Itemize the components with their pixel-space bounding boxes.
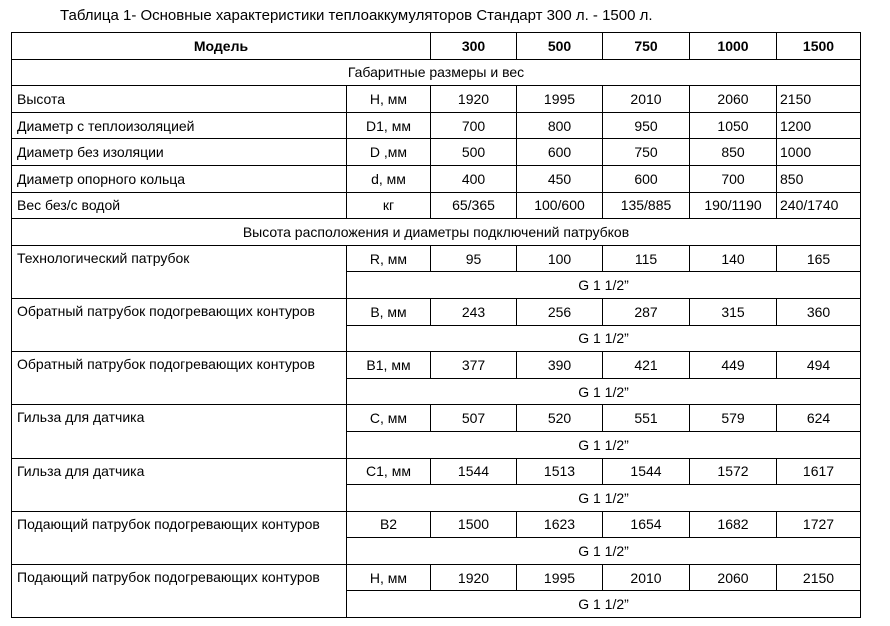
row-value: 2010 <box>603 86 690 113</box>
connection-rows <box>12 245 861 617</box>
row-value: 400 <box>431 165 517 192</box>
row-value: 421 <box>603 352 690 379</box>
row-value: 140 <box>690 245 777 272</box>
row-value: 95 <box>431 245 517 272</box>
row-unit: D1, мм <box>347 112 431 139</box>
row-value: 115 <box>603 245 690 272</box>
row-value: 1920 <box>431 86 517 113</box>
dimension-rows <box>12 86 861 219</box>
row-name: Диаметр с теплоизоляцией <box>12 112 347 139</box>
table-row <box>12 139 861 166</box>
header-size: 1500 <box>777 33 861 60</box>
row-name: Диаметр без изоляции <box>12 139 347 166</box>
row-value: 1995 <box>517 86 603 113</box>
row-value: 1544 <box>431 458 517 485</box>
row-value: 1544 <box>603 458 690 485</box>
row-value: 850 <box>777 165 861 192</box>
table-row <box>12 245 861 272</box>
row-value: 360 <box>777 298 861 325</box>
row-value: 377 <box>431 352 517 379</box>
row-value: 1000 <box>777 139 861 166</box>
row-value: 1513 <box>517 458 603 485</box>
row-value: 1995 <box>517 564 603 591</box>
row-value: 507 <box>431 405 517 432</box>
row-unit: B, мм <box>347 298 431 325</box>
header-size: 300 <box>431 33 517 60</box>
row-value: 1920 <box>431 564 517 591</box>
row-value: 1623 <box>517 511 603 538</box>
row-value: 1572 <box>690 458 777 485</box>
row-value: 520 <box>517 405 603 432</box>
table-row <box>12 112 861 139</box>
row-value: 950 <box>603 112 690 139</box>
row-value: 2010 <box>603 564 690 591</box>
row-value: 494 <box>777 352 861 379</box>
row-value: 1200 <box>777 112 861 139</box>
row-value: 500 <box>431 139 517 166</box>
row-unit: кг <box>347 192 431 219</box>
table-row <box>12 511 861 538</box>
header-size: 750 <box>603 33 690 60</box>
row-name: Подающий патрубок подогревающих контуров <box>12 511 347 564</box>
header-row <box>12 33 861 60</box>
table-row <box>12 458 861 485</box>
table-row <box>12 564 861 591</box>
table-row <box>12 298 861 325</box>
row-name: Технологический патрубок <box>12 245 347 298</box>
header-size: 500 <box>517 33 603 60</box>
section-dimensions: Габаритные размеры и вес <box>12 59 861 86</box>
table-row <box>12 165 861 192</box>
row-value: 256 <box>517 298 603 325</box>
row-name: Гильза для датчика <box>12 458 347 511</box>
row-value: 2150 <box>777 86 861 113</box>
row-name: Диаметр опорного кольца <box>12 165 347 192</box>
row-value: 135/885 <box>603 192 690 219</box>
section-row <box>12 219 861 246</box>
section-connections: Высота расположения и диаметры подключений патрубков <box>12 219 861 246</box>
section-row <box>12 59 861 86</box>
row-value: 1050 <box>690 112 777 139</box>
header-size: 1000 <box>690 33 777 60</box>
row-value: 1500 <box>431 511 517 538</box>
row-value: 243 <box>431 298 517 325</box>
row-name: Вес без/с водой <box>12 192 347 219</box>
table-row <box>12 405 861 432</box>
row-value: 1617 <box>777 458 861 485</box>
row-value: 450 <box>517 165 603 192</box>
table-caption: Таблица 1- Основные характеристики теплоаккумуляторов Стандарт 300 л. - 1500 л. <box>60 7 653 24</box>
row-thread: G 1 1/2” <box>347 431 861 458</box>
row-name: Обратный патрубок подогревающих контуров <box>12 298 347 351</box>
table-row <box>12 192 861 219</box>
row-value: 315 <box>690 298 777 325</box>
row-thread: G 1 1/2” <box>347 485 861 512</box>
row-thread: G 1 1/2” <box>347 272 861 299</box>
row-unit: C1, мм <box>347 458 431 485</box>
row-name: Гильза для датчика <box>12 405 347 458</box>
row-value: 600 <box>517 139 603 166</box>
table-row <box>12 86 861 113</box>
row-value: 750 <box>603 139 690 166</box>
header-model: Модель <box>12 33 431 60</box>
row-unit: C, мм <box>347 405 431 432</box>
table-row <box>12 352 861 379</box>
row-value: 551 <box>603 405 690 432</box>
row-value: 287 <box>603 298 690 325</box>
row-name: Обратный патрубок подогревающих контуров <box>12 352 347 405</box>
spec-table <box>11 32 861 618</box>
row-value: 800 <box>517 112 603 139</box>
row-unit: H, мм <box>347 86 431 113</box>
row-value: 700 <box>690 165 777 192</box>
row-unit: H, мм <box>347 564 431 591</box>
row-value: 850 <box>690 139 777 166</box>
row-unit: D ,мм <box>347 139 431 166</box>
row-name: Высота <box>12 86 347 113</box>
row-value: 240/1740 <box>777 192 861 219</box>
row-name: Подающий патрубок подогревающих контуров <box>12 564 347 617</box>
row-value: 2060 <box>690 564 777 591</box>
row-thread: G 1 1/2” <box>347 538 861 565</box>
row-value: 1654 <box>603 511 690 538</box>
row-value: 165 <box>777 245 861 272</box>
row-value: 624 <box>777 405 861 432</box>
row-value: 579 <box>690 405 777 432</box>
row-value: 1682 <box>690 511 777 538</box>
row-value: 100/600 <box>517 192 603 219</box>
row-unit: B1, мм <box>347 352 431 379</box>
row-value: 449 <box>690 352 777 379</box>
row-value: 1727 <box>777 511 861 538</box>
row-value: 2060 <box>690 86 777 113</box>
row-unit: R, мм <box>347 245 431 272</box>
row-value: 2150 <box>777 564 861 591</box>
row-value: 390 <box>517 352 603 379</box>
row-thread: G 1 1/2” <box>347 591 861 618</box>
row-value: 190/1190 <box>690 192 777 219</box>
row-thread: G 1 1/2” <box>347 378 861 405</box>
row-value: 600 <box>603 165 690 192</box>
row-unit: d, мм <box>347 165 431 192</box>
row-value: 700 <box>431 112 517 139</box>
row-thread: G 1 1/2” <box>347 325 861 352</box>
row-value: 100 <box>517 245 603 272</box>
row-unit: B2 <box>347 511 431 538</box>
row-value: 65/365 <box>431 192 517 219</box>
